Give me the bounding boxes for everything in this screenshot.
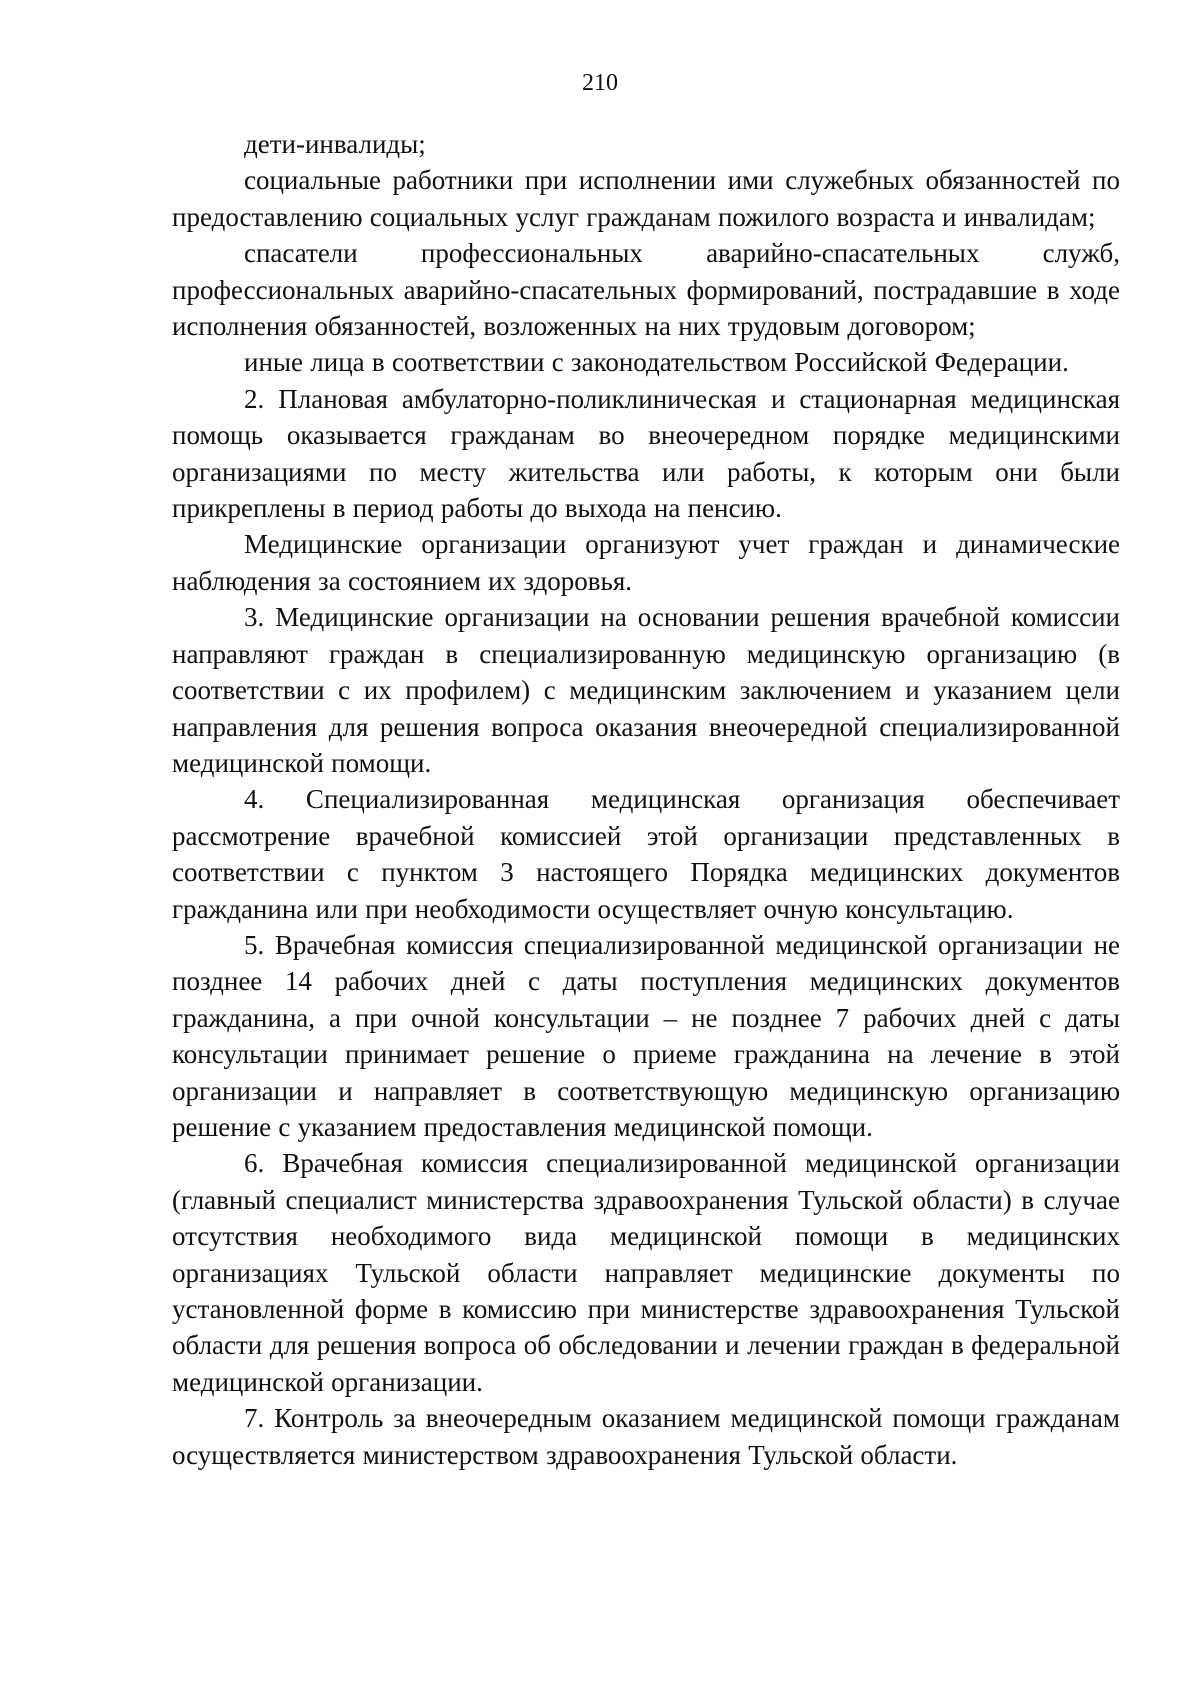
paragraph-item-6: 6. Врачебная комиссия специализированной медицинской организации (главный специалист министерства здравоохранения Тульской области) в случае отсутствия необходимого вида медицинской помощи в медицинских организациях Тульской области направляет медицинские документы по установленной форме в комиссию при министерстве здравоохранения Тульской области для решения вопроса об обследовании и лечении граждан в федеральной медицинской организации. (172, 1148, 1120, 1397)
paragraph-item-7: 7. Контроль за внеочередным оказанием медицинской помощи гражданам осуществляется министерством здравоохранения Тульской области. (172, 1403, 1120, 1470)
paragraph-rescuers: спасатели профессиональных аварийно-спасательных служб, профессиональных аварийно-спасательных формирований, пострадавшие в ходе исполнения обязанностей, возложенных на них трудовым договором; (172, 238, 1120, 342)
paragraph-other-persons: иные лица в соответствии с законодательством Российской Федерации. (244, 347, 1069, 378)
paragraph-item-4: 4. Специализированная медицинская организация обеспечивает рассмотрение врачебной комиссией этой организации представленных в соответствии с пунктом 3 настоящего Порядка медицинских документов гражданина или при необходимости осуществляет очную консультацию. (172, 784, 1120, 924)
document-body (172, 126, 1120, 1473)
paragraph-registration: Медицинские организации организуют учет граждан и динамические наблюдения за состоянием их здоровья. (172, 529, 1120, 596)
paragraph-item-5: 5. Врачебная комиссия специализированной медицинской организации не позднее 14 рабочих дней с даты поступления медицинских документов гражданина, а при очной консультации – не позднее 7 рабочих дней с даты консультации принимает решение о приеме гражданина на лечение в этой организации и направляет в соответствующую медицинскую организацию решение с указанием предоставления медицинской помощи. (172, 929, 1120, 1142)
paragraph-social-workers: социальные работники при исполнении ими служебных обязанностей по предоставлению социальных услуг гражданам пожилого возраста и инвалидам; (172, 165, 1120, 232)
page-number: 210 (582, 70, 618, 96)
paragraph-item-3: 3. Медицинские организации на основании решения врачебной комиссии направляют граждан в специализированную медицинскую организацию (в соответствии с их профилем) с медицинским заключением и указанием цели направления для решения вопроса оказания внеочередной специализированной медицинской помощи. (172, 602, 1120, 778)
paragraph-item-2: 2. Плановая амбулаторно-поликлиническая и стационарная медицинская помощь оказывается гражданам во внеочередном порядке медицинскими организациями по месту жительства или работы, к которым они были прикреплены в период работы до выхода на пенсию. (172, 383, 1120, 524)
paragraph-disabled-children: дети-инвалиды; (244, 129, 426, 159)
